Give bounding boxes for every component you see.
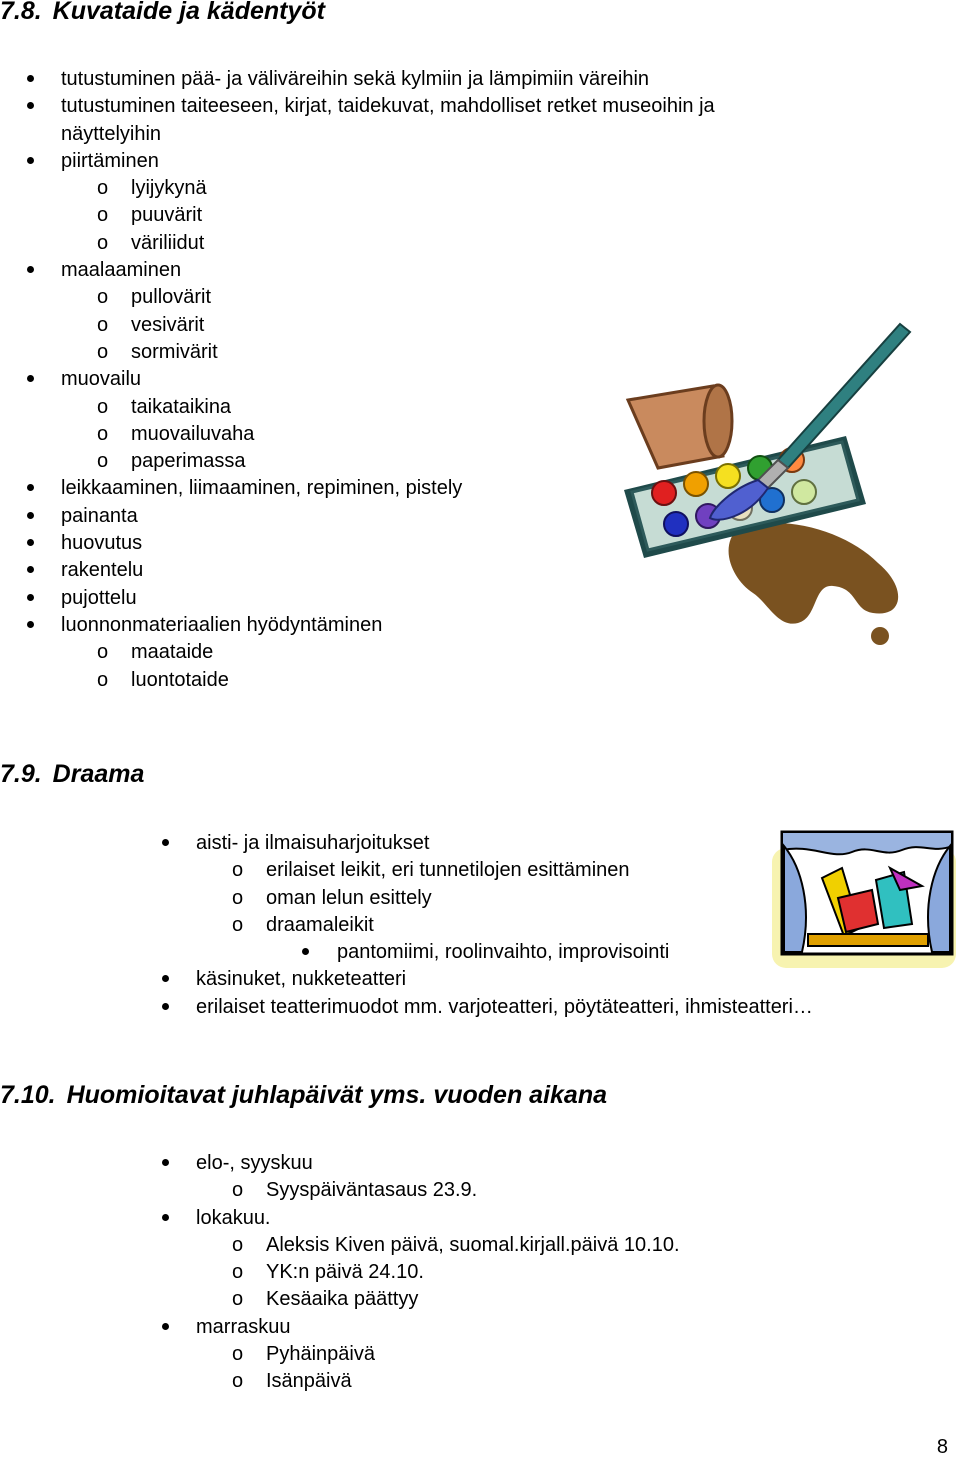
list-item-text: elo-, syyskuu [196,1152,313,1174]
list-item-text: vesivärit [131,313,205,336]
list-item [0,1232,960,1259]
list-item-text: erilaiset leikit, eri tunnetilojen esittäminen [266,859,630,882]
list-item-text: painanta [61,504,138,527]
list-item-text: muovailuvaha [131,422,255,445]
list-item [0,1286,960,1313]
list-item-text: Syyspäiväntasaus 23.9. [266,1179,478,1202]
list-item-text: taikataikina [131,395,232,418]
section-title: Kuvataide ja kädentyöt [52,0,325,25]
list-item [0,1150,960,1177]
list-item-text: piirtäminen [61,149,159,172]
list-item [0,1205,960,1232]
list-item-text: marraskuu [196,1315,291,1338]
list-item-text: Kesäaika päättyy [266,1288,419,1311]
list-item [0,148,960,175]
section-number: 7.8. [0,0,42,25]
list-item-text: aisti- ja ilmaisuharjoitukset [196,832,430,854]
list-item-text: lokakuu. [196,1206,271,1229]
list-item-text: huovutus [61,532,143,555]
list-item-text: maalaaminen [61,259,182,282]
list-item [0,1314,960,1341]
list-item-text: Isänpäivä [266,1370,352,1393]
list-item-text: leikkaaminen, liimaaminen, repiminen, pistely [61,477,463,500]
juhlapaivat-list [0,1150,960,1396]
section-number: 7.9. [0,760,42,788]
list-item [0,230,960,257]
list-item [0,667,960,694]
theater-stage-icon [772,828,956,970]
list-item [0,175,960,202]
list-item-text: Aleksis Kiven päivä, suomal.kirjall.päivä 10.10. [266,1233,680,1256]
list-item [0,202,960,229]
section-number: 7.10. [0,1081,56,1109]
list-item-text: lyijykynä [131,177,207,200]
section-title: Huomioitavat juhlapäivät yms. vuoden aikana [66,1081,607,1109]
list-item-text: draamaleikit [266,913,374,936]
list-item [0,257,960,284]
list-item-text: pantomiimi, roolinvaihto, improvisointi [337,941,670,964]
list-item-text: puuvärit [131,204,203,227]
list-item-text: väriliidut [131,231,205,254]
list-item [0,1341,960,1368]
list-item-text: käsinuket, nukketeatteri [196,968,407,991]
list-item-text: oman lelun esittely [266,886,432,909]
list-item [0,93,960,120]
paint-palette-brush-icon [618,318,918,648]
list-item [0,966,960,993]
list-item-text: Pyhäinpäivä [266,1343,375,1366]
list-item [0,121,960,148]
list-item-text: erilaiset teatterimuodot mm. varjoteatteri, pöytäteatteri, ihmisteatteri… [196,995,813,1018]
list-item-text: luonnonmateriaalien hyödyntäminen [61,613,383,636]
list-item-text: rakentelu [61,559,144,582]
list-item-text: muovailu [61,368,142,391]
list-item-text: maataide [131,641,214,664]
list-item [0,1259,960,1286]
list-item-text: YK:n päivä 24.10. [266,1261,424,1284]
list-item-text: pullovärit [131,286,212,309]
list-item-text: tutustuminen taiteeseen, kirjat, taidekuvat, mahdolliset retket museoihin ja [61,95,715,118]
list-item [0,66,960,93]
list-item-text: paperimassa [131,450,246,473]
section-heading-draama [0,759,144,789]
list-item-text: pujottelu [61,586,137,609]
list-item-text: tutustuminen pää- ja väliväreihin sekä kylmiin ja lämpimiin väreihin [61,68,650,90]
list-item [0,284,960,311]
page-number: 8 [936,1436,948,1458]
list-item [0,1177,960,1204]
list-item-text: sormivärit [131,340,218,363]
list-item-text: näyttelyihin [61,122,162,145]
list-item [0,1368,960,1395]
list-item [0,994,960,1021]
list-item-text: luontotaide [131,668,229,691]
section-title: Draama [52,760,145,788]
section-heading-juhlapaivat [0,1080,607,1110]
section-heading-kuvataide [0,0,325,26]
